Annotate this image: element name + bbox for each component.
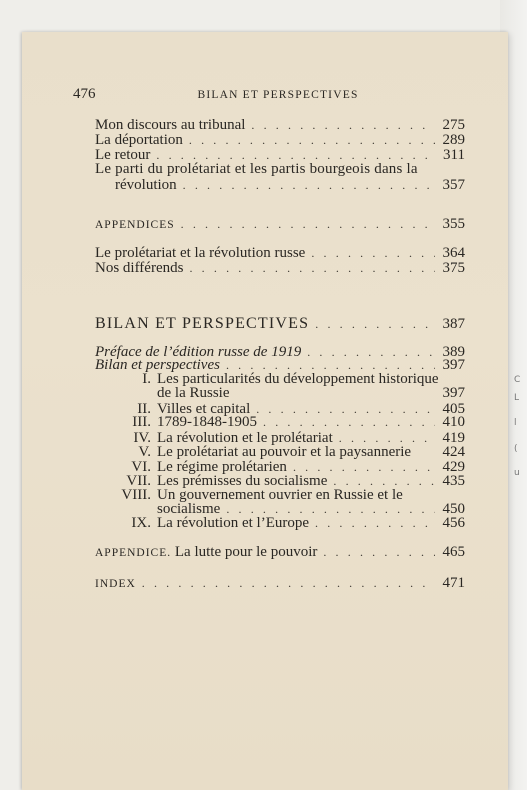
toc-entry-page: 364 (442, 245, 465, 261)
chapter-numeral: IV. (133, 430, 151, 446)
chapter-page: 397 (442, 385, 465, 401)
chapter-title: La révolution et l’Europe (157, 515, 310, 531)
toc-entry-title: APPENDICES (95, 219, 175, 231)
toc-entry-title: Le retour (95, 147, 151, 163)
leader-dots (315, 316, 434, 332)
toc-entry-title-cont: révolution (115, 177, 177, 193)
toc-entry-title: Mon discours au tribunal (95, 117, 246, 133)
chapter-page: 424 (442, 444, 465, 460)
toc-entry-title: Préface de l’édition russe de 1919 (95, 344, 302, 360)
chapter-title-cont: socialisme (157, 501, 221, 517)
toc-entry-page: 375 (442, 260, 465, 276)
toc-section-title: BILAN ET PERSPECTIVES (95, 315, 310, 332)
leader-dots (189, 260, 434, 276)
chapter-numeral: VI. (131, 459, 151, 475)
chapter-page: 429 (442, 459, 465, 475)
toc-entry-page: 289 (442, 132, 465, 148)
margin-mark: C (514, 375, 521, 385)
chapter-title: La révolution et le prolétariat (157, 430, 333, 446)
margin-mark: L (514, 393, 520, 403)
chapter-numeral: II. (137, 401, 151, 417)
leader-dots (323, 544, 434, 560)
toc-entry (95, 260, 465, 276)
toc-section-appendices (95, 216, 465, 232)
toc-entry-title: La lutte pour le pouvoir (174, 544, 318, 560)
page-number: 476 (73, 86, 96, 102)
appendice-label: APPENDICE. (95, 547, 172, 559)
chapter-page: 405 (442, 401, 465, 417)
chapter-numeral: V. (138, 444, 151, 460)
leader-dots (183, 177, 435, 193)
chapter-title: Les particularités du développement historique (157, 371, 439, 387)
toc-entry-page: 397 (442, 357, 465, 373)
toc-section-bilan (95, 316, 465, 332)
toc-entry-title: Le prolétariat et la révolution russe (95, 245, 306, 261)
chapter-title: 1789-1848-1905 (157, 414, 257, 430)
chapter-entry (95, 444, 465, 460)
chapter-numeral: I. (142, 371, 151, 387)
toc-entry-title: Le parti du prolétariat et les partis bourgeois dans la (95, 161, 418, 177)
chapter-page: 450 (442, 501, 465, 517)
toc-entry-page: 355 (442, 216, 465, 232)
toc-entry-page: 311 (443, 147, 465, 163)
margin-mark: ( (514, 444, 518, 454)
toc-entry-page: 389 (442, 344, 465, 360)
toc-entry-appendice (95, 544, 465, 560)
leader-dots (311, 245, 434, 261)
toc-entry (95, 132, 465, 148)
chapter-title: Un gouvernement ouvrier en Russie et le (157, 487, 403, 503)
chapter-title: Le régime prolétarien (157, 459, 287, 475)
chapter-page: 410 (442, 414, 465, 430)
chapter-numeral: VIII. (121, 487, 151, 503)
toc-entry-page: 357 (442, 177, 465, 193)
leader-dots (251, 117, 434, 133)
toc-entry (95, 117, 465, 133)
toc-entry-title: Bilan et perspectives (95, 357, 220, 373)
leader-dots (142, 575, 435, 591)
toc-entry-page: 275 (442, 117, 465, 133)
chapter-title: Villes et capital (157, 401, 251, 417)
margin-mark: u (514, 468, 520, 478)
chapter-title: Les prémisses du socialisme (157, 473, 328, 489)
leader-dots (315, 515, 434, 531)
chapter-page: 435 (442, 473, 465, 489)
chapter-title: Le prolétariat au pouvoir et la paysannerie (157, 444, 412, 460)
leader-dots (189, 132, 435, 148)
chapter-page: 419 (442, 430, 465, 446)
chapter-numeral: IX. (131, 515, 151, 531)
toc-entry-page: 471 (442, 575, 465, 591)
toc-entry-index (95, 575, 465, 591)
leader-dots (181, 216, 435, 232)
chapter-numeral: VII. (126, 473, 151, 489)
chapter-page: 456 (442, 515, 465, 531)
chapter-title-cont: de la Russie (157, 385, 230, 401)
running-head: BILAN ET PERSPECTIVES (197, 89, 359, 101)
toc-entry-page: 465 (442, 544, 465, 560)
toc-entry-title: La déportation (95, 132, 183, 148)
chapter-numeral: III. (132, 414, 151, 430)
toc-entry (95, 245, 465, 261)
chapter-entry (95, 414, 465, 430)
chapter-entry (95, 515, 465, 531)
toc-entry-title: INDEX (95, 578, 136, 590)
margin-mark: l (514, 418, 517, 428)
toc-entry-continued (115, 177, 465, 193)
chapter-entry-continued (157, 385, 465, 401)
toc-entry-page: 387 (442, 316, 465, 332)
toc-entry-title: Nos différends (95, 260, 184, 276)
leader-dots (263, 414, 435, 430)
